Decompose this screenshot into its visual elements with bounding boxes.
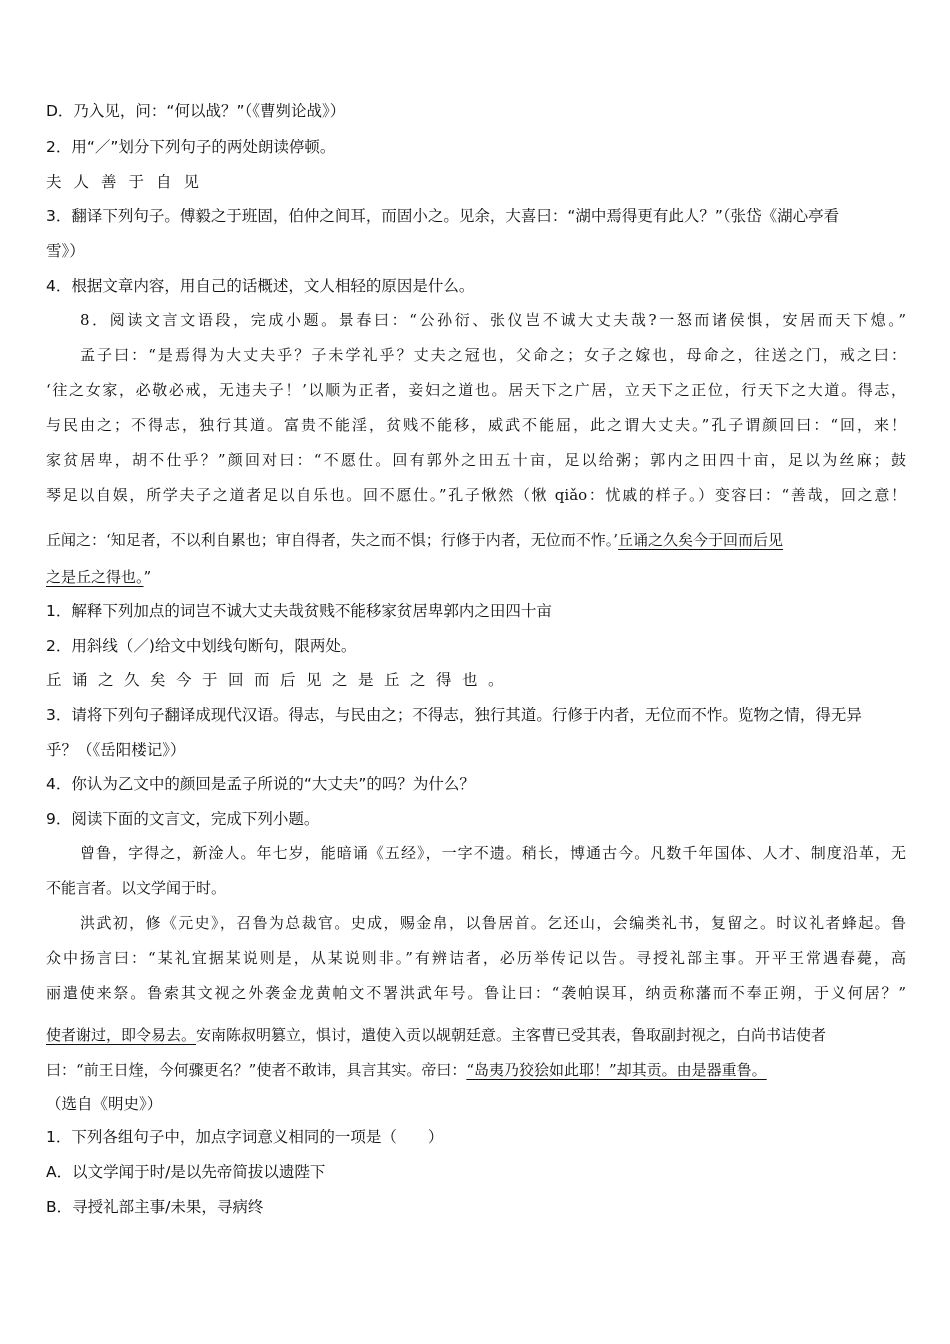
question-2-slash: 2．用斜线（／)给文中划线句断句，限两处。 — [46, 637, 357, 655]
passage-source: （选自《明史》） — [46, 1095, 163, 1113]
passage-8-line: 与民由之；不得志，独行其道。富贵不能淫，贫贱不能移，威武不能屈，此之谓大丈夫。”孔子谓颜回曰：“回，来！ — [46, 416, 906, 434]
passage-9-line — [46, 1060, 906, 1080]
passage-8-line — [46, 530, 906, 550]
passage-8-line — [46, 567, 906, 587]
passage-9-line: 曾鲁，字得之，新淦人。年七岁，能暗诵《五经》，一字不遗。稍长，博通古今。凡数千年国体、人才、制度沿革，无 — [80, 844, 906, 862]
question-1-explain: 1．解释下列加点的词岂不诚大丈夫哉贫贱不能移家贫居卑郭内之田四十亩 — [46, 602, 552, 620]
passage-9-line — [46, 1025, 906, 1045]
question-3-translate-cont: 乎？（《岳阳楼记》） — [46, 741, 186, 759]
question-4-yanhui: 4．你认为乙文中的颜回是孟子所说的“大丈夫”的吗？为什么？ — [46, 775, 475, 793]
section-9-intro: 9．阅读下面的文言文，完成下列小题。 — [46, 810, 320, 828]
passage-9-line: 众中扬言曰：“某礼宜据某说则是，从某说则非。”有辨诘者，必历举传记以告。寻授礼部主事。开平王常遇春薨，高 — [46, 949, 906, 967]
option-a: A．以文学闻于时/是以先帝简拔以遗陛下 — [46, 1163, 326, 1181]
passage-8-line: 孟子曰：“是焉得为大丈夫乎？子未学礼乎？丈夫之冠也，父命之；女子之嫁也，母命之，往送之门，戒之曰： — [80, 346, 906, 364]
passage-9-line: 不能言者。以文学闻于时。 — [46, 879, 227, 897]
passage-text: 安南陈叔明篡立，惧讨，遣使入贡以觇朝廷意。主客曹已受其表，鲁取副封视之，白尚书诘使者 — [196, 1026, 827, 1044]
underlined-sentence: 使者谢过，即令易去。 — [46, 1026, 197, 1044]
option-d-line: D．乃入见，问：“何以战？”（《曹刿论战》） — [46, 102, 346, 120]
passage-8-line: ‘往之女家，必敬必戒，无违夫子！’以顺为正者，妾妇之道也。居天下之广居，立天下之正位，行天下之大道。得志， — [46, 381, 906, 399]
question-3-translate-cont: 雪》） — [46, 242, 85, 260]
underlined-sentence: 之是丘之得也。 — [46, 568, 144, 586]
question-3-translate: 3．请将下列句子翻译成现代汉语。得志，与民由之；不得志，独行其道。行修于内者，无位而不怍。览物之情，得无异 — [46, 706, 862, 724]
option-b: B．寻授礼部主事/未果，寻病终 — [46, 1198, 264, 1216]
section-8-intro: 8．阅读文言文语段，完成小题。景春曰：“公孙衍、张仪岂不诚大丈夫哉?一怒而诸侯惧，安居而天下熄。” — [80, 311, 906, 329]
question-1-choice: 1．下列各组句子中，加点字词意义相同的一项是（ ） — [46, 1128, 444, 1146]
sentence-to-punctuate: 丘诵之久矣今于回而后见之是丘之得也。 — [46, 671, 515, 689]
question-3-translate: 3．翻译下列句子。傅毅之于班固，伯仲之间耳，而固小之。见余，大喜曰：“湖中焉得更有此人？”（张岱《湖心亭看 — [46, 207, 840, 225]
passage-9-line: 丽遣使来祭。鲁索其文视之外袭金龙黄帕文不署洪武年号。鲁让曰：“袭帕误耳，纳贡称藩而不奉正朔，于义何居？” — [46, 984, 906, 1002]
pause-sentence: 夫人善于自见 — [46, 173, 212, 191]
question-2-pause: 2．用“／”划分下列句子的两处朗读停顿。 — [46, 138, 336, 156]
question-4-summary: 4．根据文章内容，用自己的话概述，文人相轻的原因是什么。 — [46, 277, 475, 295]
underlined-sentence: 丘诵之久矣今于回而后见 — [618, 531, 784, 549]
passage-text: 曰：“前王日煃，今何骤更名？”使者不敢讳，具言其实。帝曰： — [46, 1061, 467, 1079]
passage-text: ” — [143, 568, 152, 586]
passage-8-line: 琴足以自娱，所学夫子之道者足以自乐也。回不愿仕。”孔子愀然（愀 qiǎo：忧戚的样子。）变容曰：“善哉，回之意！ — [46, 486, 906, 504]
underlined-sentence: “岛夷乃狡狯如此耶！”却其贡。由是器重鲁。 — [466, 1061, 767, 1079]
passage-8-line: 家贫居卑，胡不仕乎？”颜回对曰：“不愿仕。回有郭外之田五十亩，足以给粥；郭内之田四十亩，足以为丝麻；鼓 — [46, 451, 906, 469]
passage-text: 丘闻之：‘知足者，不以利自累也；审自得者，失之而不惧；行修于内者，无位而不怍。’ — [46, 531, 619, 549]
passage-9-line: 洪武初，修《元史》，召鲁为总裁官。史成，赐金帛，以鲁居首。乞还山，会编类礼书，复留之。时议礼者蜂起。鲁 — [80, 914, 906, 932]
